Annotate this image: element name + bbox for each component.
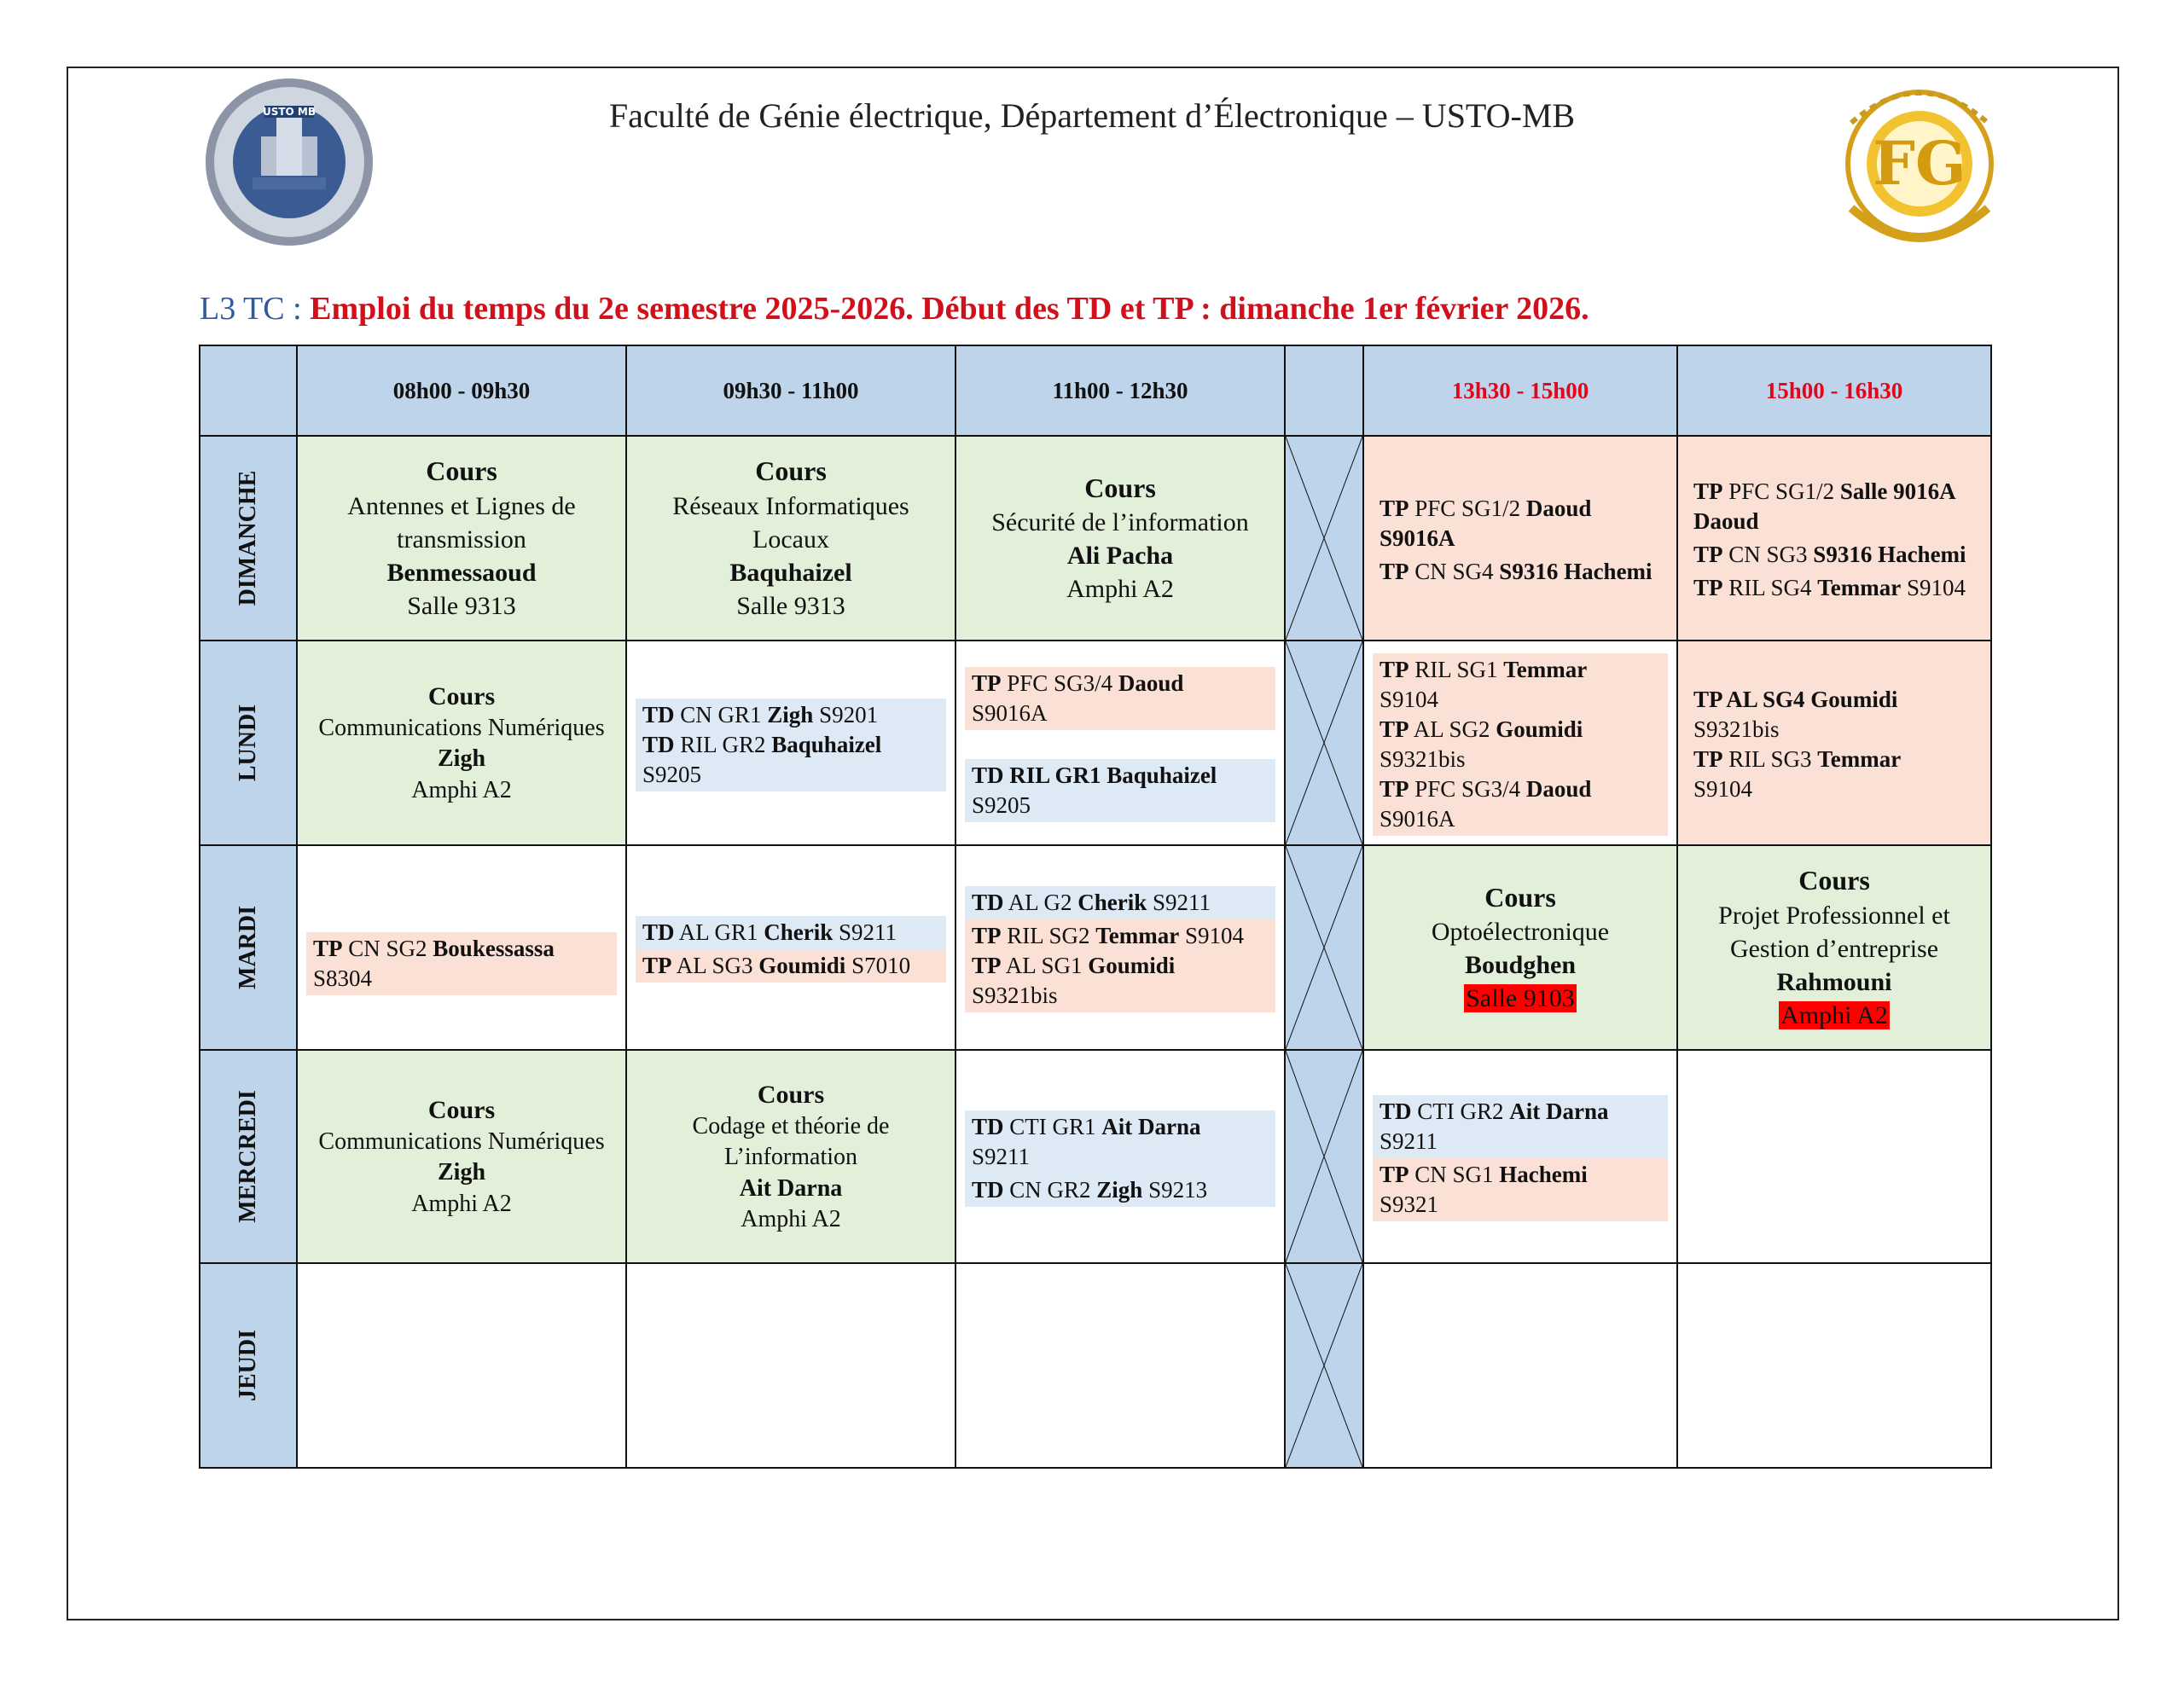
pause-cell — [1285, 1263, 1363, 1468]
time-header: 15h00 - 16h30 — [1677, 345, 1991, 436]
schedule-heading: Emploi du temps du 2e semestre 2025-2026. Début des TD et TP : dimanche 1er février 2026. — [310, 291, 1589, 327]
empty-cell — [626, 1263, 956, 1468]
day-label: MARDI — [200, 845, 297, 1050]
time-header: 08h00 - 09h30 — [297, 345, 626, 436]
day-row — [200, 1050, 1991, 1263]
session-entry: TP PFC SG1/2 Daoud S9016A — [1380, 495, 1592, 551]
tp-cell — [1363, 436, 1677, 641]
svg-text:FG: FG — [1873, 128, 1966, 199]
schedule-subtitle — [200, 290, 1589, 328]
tp-cell — [1363, 641, 1677, 845]
svg-text:USTO MB: USTO MB — [262, 106, 317, 118]
tp-cell — [1677, 641, 1991, 845]
session-entry: TD CTI GR1 Ait Darna S9211 — [965, 1110, 1275, 1174]
session-entry: TP CN SG4 S9316 Hachemi — [1380, 558, 1653, 584]
session-entry: TP RIL SG4 Temmar S9104 — [1693, 575, 1966, 600]
class-code: L3 TC : — [200, 291, 311, 327]
mixed-cell — [956, 845, 1285, 1050]
usto-logo — [201, 77, 377, 247]
cours-cell: Cours Communications Numériques Zigh Amphi A2 — [297, 1050, 626, 1263]
session-entry: TD CN GR2 Zigh S9213 — [965, 1174, 1275, 1207]
session-entry: TP RIL SG2 Temmar S9104 TP AL SG1 Goumidi S9321bis — [965, 919, 1275, 1012]
room-highlight: Salle 9103 — [1466, 984, 1575, 1013]
tp-cell — [297, 845, 626, 1050]
pause-cell — [1285, 845, 1363, 1050]
day-row — [200, 436, 1991, 641]
pause-header — [1285, 345, 1363, 436]
day-label: LUNDI — [200, 641, 297, 845]
empty-cell — [1363, 1263, 1677, 1468]
cours-cell: Cours Communications Numériques Zigh Amphi A2 — [297, 641, 626, 845]
empty-cell — [1677, 1050, 1991, 1263]
session-entry: TP PFC SG3/4 Daoud S9016A — [965, 667, 1275, 730]
faculty-title: Faculté de Génie électrique, Département d’Électronique – USTO-MB — [608, 96, 1576, 135]
corner-cell — [200, 345, 297, 436]
mixed-cell — [1363, 1050, 1677, 1263]
mixed-cell — [626, 845, 956, 1050]
session-entry: TP CN SG3 S9316 Hachemi — [1693, 542, 1966, 567]
empty-cell — [1677, 1263, 1991, 1468]
tp-cell — [1677, 436, 1991, 641]
day-row — [200, 641, 1991, 845]
td-cell — [626, 641, 956, 845]
session-entry: TD AL G2 Cherik S9211 — [965, 886, 1275, 919]
room-highlight: Amphi A2 — [1780, 1000, 1888, 1029]
pause-cell — [1285, 1050, 1363, 1263]
session-entry: TP AL SG3 Goumidi S7010 — [636, 949, 946, 983]
day-label: MERCREDI — [200, 1050, 297, 1263]
day-label: DIMANCHE — [200, 436, 297, 641]
day-label: JEUDI — [200, 1263, 297, 1468]
cours-cell: Cours Codage et théorie de L’information Ait Darna Amphi A2 — [626, 1050, 956, 1263]
day-row — [200, 1263, 1991, 1468]
time-header: 13h30 - 15h00 — [1363, 345, 1677, 436]
session-entry: TD CTI GR2 Ait Darna S9211 — [1373, 1095, 1668, 1158]
session-entry: TP PFC SG1/2 Salle 9016A Daoud — [1693, 478, 1955, 534]
cours-cell: Cours Réseaux Informatiques Locaux Baquhaizel Salle 9313 — [626, 436, 956, 641]
session-entry: TP CN SG2 Boukessassa S8304 — [306, 932, 617, 995]
session-entry: TD CN GR1 Zigh S9201 TD RIL GR2 Baquhaizel S9205 — [636, 699, 946, 791]
header-row — [200, 345, 1991, 436]
cours-cell: Cours Optoélectronique Boudghen Salle 9103 — [1363, 845, 1677, 1050]
session-entry: TP AL SG4 Goumidi S9321bis TP RIL SG3 Temmar S9104 — [1693, 687, 1902, 802]
time-header: 09h30 - 11h00 — [626, 345, 956, 436]
session-entry: TD AL GR1 Cherik S9211 — [636, 916, 946, 949]
day-row — [200, 845, 1991, 1050]
empty-cell — [297, 1263, 626, 1468]
session-entry: TP CN SG1 Hachemi S9321 — [1373, 1158, 1668, 1221]
cours-cell: Cours Projet Professionnel et Gestion d’entreprise Rahmouni Amphi A2 — [1677, 845, 1991, 1050]
cours-cell: Cours Antennes et Lignes de transmission Benmessaoud Salle 9313 — [297, 436, 626, 641]
session-entry: TP RIL SG1 Temmar S9104 TP AL SG2 Goumidi S9321bis TP PFC SG3/4 Daoud S9016A — [1373, 653, 1668, 836]
time-header: 11h00 - 12h30 — [956, 345, 1285, 436]
feg-logo — [1826, 72, 2013, 251]
empty-cell — [956, 1263, 1285, 1468]
timetable — [199, 345, 1992, 1469]
td-cell — [956, 1050, 1285, 1263]
session-entry: TD RIL GR1 Baquhaizel S9205 — [965, 759, 1275, 822]
cours-cell: Cours Sécurité de l’information Ali Pacha Amphi A2 — [956, 436, 1285, 641]
mixed-cell — [956, 641, 1285, 845]
pause-cell — [1285, 641, 1363, 845]
pause-cell — [1285, 436, 1363, 641]
